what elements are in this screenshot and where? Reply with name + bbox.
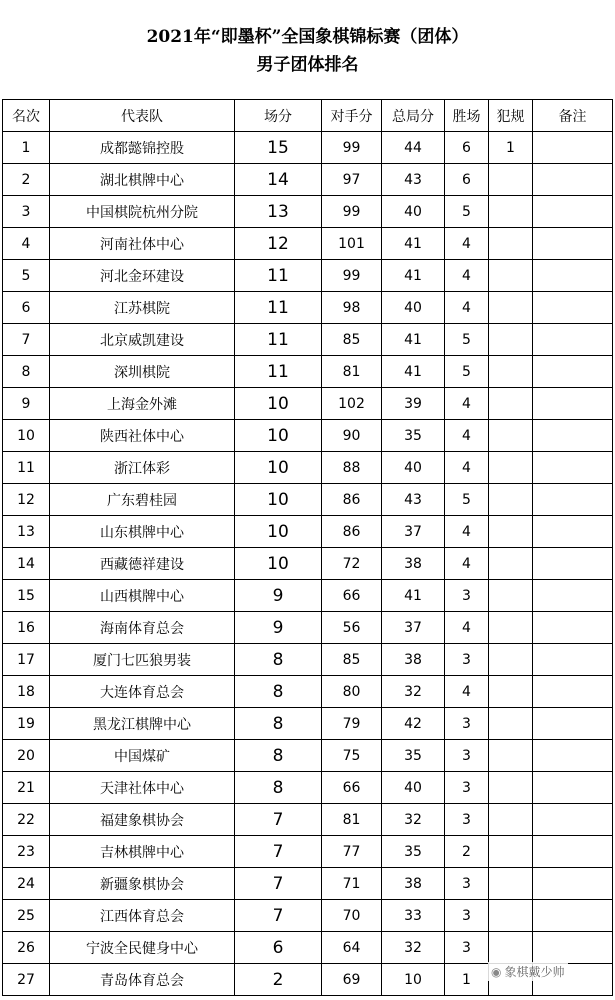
cell-game-points: 41	[382, 580, 445, 612]
cell-opponent-score: 56	[322, 612, 382, 644]
cell-opponent-score: 86	[322, 484, 382, 516]
cell-opponent-score: 101	[322, 228, 382, 260]
cell-remarks	[533, 708, 613, 740]
cell-opponent-score: 86	[322, 516, 382, 548]
cell-opponent-score: 85	[322, 324, 382, 356]
cell-fouls	[489, 580, 533, 612]
header-fouls: 犯规	[489, 100, 533, 132]
cell-match-points: 9	[235, 612, 322, 644]
cell-opponent-score: 99	[322, 196, 382, 228]
cell-game-points: 41	[382, 356, 445, 388]
cell-rank: 26	[3, 932, 50, 964]
cell-remarks	[533, 388, 613, 420]
cell-wins: 3	[445, 708, 489, 740]
cell-remarks	[533, 228, 613, 260]
cell-rank: 13	[3, 516, 50, 548]
cell-fouls	[489, 900, 533, 932]
table-row	[3, 932, 613, 964]
cell-wins: 3	[445, 868, 489, 900]
cell-wins: 2	[445, 836, 489, 868]
header-match-points: 场分	[235, 100, 322, 132]
header-remarks: 备注	[533, 100, 613, 132]
cell-rank: 19	[3, 708, 50, 740]
cell-opponent-score: 80	[322, 676, 382, 708]
table-row	[3, 292, 613, 324]
cell-team: 上海金外滩	[50, 388, 235, 420]
cell-game-points: 35	[382, 740, 445, 772]
cell-match-points: 10	[235, 548, 322, 580]
cell-rank: 4	[3, 228, 50, 260]
cell-fouls	[489, 804, 533, 836]
cell-fouls	[489, 644, 533, 676]
cell-game-points: 33	[382, 900, 445, 932]
cell-wins: 4	[445, 548, 489, 580]
table-row	[3, 836, 613, 868]
cell-fouls	[489, 676, 533, 708]
cell-game-points: 38	[382, 548, 445, 580]
cell-match-points: 15	[235, 132, 322, 164]
table-row	[3, 644, 613, 676]
cell-remarks	[533, 676, 613, 708]
cell-match-points: 7	[235, 804, 322, 836]
table-row	[3, 356, 613, 388]
cell-fouls	[489, 516, 533, 548]
table-row	[3, 484, 613, 516]
cell-match-points: 7	[235, 900, 322, 932]
cell-wins: 3	[445, 772, 489, 804]
cell-opponent-score: 99	[322, 132, 382, 164]
table-row	[3, 708, 613, 740]
cell-opponent-score: 102	[322, 388, 382, 420]
cell-game-points: 32	[382, 676, 445, 708]
cell-wins: 5	[445, 324, 489, 356]
cell-match-points: 10	[235, 516, 322, 548]
cell-team: 江西体育总会	[50, 900, 235, 932]
cell-team: 成都懿锦控股	[50, 132, 235, 164]
cell-opponent-score: 81	[322, 356, 382, 388]
cell-match-points: 8	[235, 708, 322, 740]
wechat-icon: ◉	[491, 965, 502, 979]
table-row	[3, 580, 613, 612]
cell-wins: 4	[445, 388, 489, 420]
cell-wins: 3	[445, 644, 489, 676]
cell-remarks	[533, 580, 613, 612]
document-title: 2021年“即墨杯”全国象棋锦标赛（团体）	[146, 27, 469, 47]
cell-team: 河北金环建设	[50, 260, 235, 292]
cell-match-points: 7	[235, 868, 322, 900]
cell-wins: 3	[445, 900, 489, 932]
cell-fouls	[489, 612, 533, 644]
cell-fouls	[489, 708, 533, 740]
table-header-row	[3, 100, 613, 132]
table-row	[3, 612, 613, 644]
cell-rank: 21	[3, 772, 50, 804]
header-rank: 名次	[3, 100, 50, 132]
cell-rank: 24	[3, 868, 50, 900]
cell-opponent-score: 99	[322, 260, 382, 292]
cell-match-points: 8	[235, 676, 322, 708]
cell-game-points: 43	[382, 484, 445, 516]
table-row	[3, 868, 613, 900]
cell-rank: 18	[3, 676, 50, 708]
cell-wins: 4	[445, 228, 489, 260]
cell-wins: 4	[445, 612, 489, 644]
cell-remarks	[533, 420, 613, 452]
cell-match-points: 13	[235, 196, 322, 228]
cell-opponent-score: 71	[322, 868, 382, 900]
cell-rank: 25	[3, 900, 50, 932]
cell-team: 北京威凯建设	[50, 324, 235, 356]
cell-fouls	[489, 868, 533, 900]
cell-rank: 8	[3, 356, 50, 388]
table-row	[3, 548, 613, 580]
cell-team: 山西棋牌中心	[50, 580, 235, 612]
cell-remarks	[533, 772, 613, 804]
cell-team: 黑龙江棋牌中心	[50, 708, 235, 740]
cell-opponent-score: 75	[322, 740, 382, 772]
cell-game-points: 40	[382, 452, 445, 484]
table-row	[3, 420, 613, 452]
cell-rank: 16	[3, 612, 50, 644]
cell-rank: 12	[3, 484, 50, 516]
ranking-table	[2, 99, 613, 996]
cell-rank: 7	[3, 324, 50, 356]
cell-rank: 20	[3, 740, 50, 772]
cell-rank: 6	[3, 292, 50, 324]
cell-wins: 6	[445, 164, 489, 196]
cell-team: 大连体育总会	[50, 676, 235, 708]
cell-team: 西藏德祥建设	[50, 548, 235, 580]
cell-fouls	[489, 932, 533, 964]
cell-match-points: 11	[235, 260, 322, 292]
cell-team: 厦门七匹狼男装	[50, 644, 235, 676]
cell-match-points: 12	[235, 228, 322, 260]
cell-rank: 10	[3, 420, 50, 452]
cell-team: 宁波全民健身中心	[50, 932, 235, 964]
cell-team: 海南体育总会	[50, 612, 235, 644]
cell-remarks	[533, 868, 613, 900]
table-row	[3, 804, 613, 836]
cell-fouls	[489, 196, 533, 228]
cell-wins: 3	[445, 580, 489, 612]
cell-match-points: 10	[235, 388, 322, 420]
cell-game-points: 42	[382, 708, 445, 740]
cell-wins: 5	[445, 196, 489, 228]
cell-wins: 3	[445, 932, 489, 964]
cell-fouls	[489, 388, 533, 420]
cell-fouls	[489, 836, 533, 868]
cell-remarks	[533, 644, 613, 676]
cell-wins: 3	[445, 740, 489, 772]
cell-game-points: 40	[382, 196, 445, 228]
cell-match-points: 8	[235, 644, 322, 676]
cell-match-points: 8	[235, 772, 322, 804]
cell-match-points: 11	[235, 356, 322, 388]
cell-opponent-score: 72	[322, 548, 382, 580]
cell-rank: 14	[3, 548, 50, 580]
cell-opponent-score: 79	[322, 708, 382, 740]
cell-match-points: 10	[235, 420, 322, 452]
cell-team: 山东棋牌中心	[50, 516, 235, 548]
cell-remarks	[533, 260, 613, 292]
cell-opponent-score: 77	[322, 836, 382, 868]
cell-wins: 4	[445, 420, 489, 452]
cell-game-points: 38	[382, 868, 445, 900]
cell-fouls	[489, 292, 533, 324]
cell-rank: 9	[3, 388, 50, 420]
cell-fouls: 1	[489, 132, 533, 164]
cell-match-points: 11	[235, 292, 322, 324]
cell-game-points: 32	[382, 932, 445, 964]
table-row	[3, 228, 613, 260]
header-wins: 胜场	[445, 100, 489, 132]
cell-team: 青岛体育总会	[50, 964, 235, 996]
cell-team: 湖北棋牌中心	[50, 164, 235, 196]
cell-team: 中国棋院杭州分院	[50, 196, 235, 228]
cell-opponent-score: 97	[322, 164, 382, 196]
table-row	[3, 132, 613, 164]
cell-wins: 4	[445, 292, 489, 324]
cell-game-points: 40	[382, 292, 445, 324]
cell-game-points: 41	[382, 260, 445, 292]
cell-game-points: 41	[382, 324, 445, 356]
cell-fouls	[489, 164, 533, 196]
cell-wins: 4	[445, 260, 489, 292]
cell-rank: 11	[3, 452, 50, 484]
cell-match-points: 14	[235, 164, 322, 196]
cell-opponent-score: 85	[322, 644, 382, 676]
cell-game-points: 38	[382, 644, 445, 676]
cell-wins: 1	[445, 964, 489, 996]
cell-game-points: 37	[382, 516, 445, 548]
cell-match-points: 2	[235, 964, 322, 996]
cell-team: 新疆象棋协会	[50, 868, 235, 900]
table-row	[3, 452, 613, 484]
cell-rank: 27	[3, 964, 50, 996]
cell-match-points: 7	[235, 836, 322, 868]
cell-opponent-score: 98	[322, 292, 382, 324]
cell-rank: 15	[3, 580, 50, 612]
cell-match-points: 10	[235, 484, 322, 516]
cell-team: 深圳棋院	[50, 356, 235, 388]
cell-fouls	[489, 772, 533, 804]
table-row	[3, 740, 613, 772]
table-row	[3, 324, 613, 356]
cell-match-points: 11	[235, 324, 322, 356]
cell-remarks	[533, 932, 613, 964]
cell-opponent-score: 90	[322, 420, 382, 452]
cell-game-points: 44	[382, 132, 445, 164]
cell-fouls	[489, 324, 533, 356]
cell-match-points: 10	[235, 452, 322, 484]
cell-rank: 5	[3, 260, 50, 292]
cell-team: 吉林棋牌中心	[50, 836, 235, 868]
cell-fouls	[489, 356, 533, 388]
cell-team: 天津社体中心	[50, 772, 235, 804]
cell-wins: 4	[445, 452, 489, 484]
cell-remarks	[533, 452, 613, 484]
cell-opponent-score: 66	[322, 580, 382, 612]
cell-remarks	[533, 196, 613, 228]
cell-match-points: 8	[235, 740, 322, 772]
cell-game-points: 41	[382, 228, 445, 260]
cell-remarks	[533, 132, 613, 164]
cell-rank: 22	[3, 804, 50, 836]
document-subtitle: 男子团体排名	[256, 55, 359, 75]
cell-remarks	[533, 900, 613, 932]
cell-team: 河南社体中心	[50, 228, 235, 260]
table-row	[3, 676, 613, 708]
cell-remarks	[533, 292, 613, 324]
cell-opponent-score: 69	[322, 964, 382, 996]
cell-team: 江苏棋院	[50, 292, 235, 324]
cell-game-points: 37	[382, 612, 445, 644]
table-row	[3, 388, 613, 420]
cell-team: 陕西社体中心	[50, 420, 235, 452]
cell-game-points: 40	[382, 772, 445, 804]
cell-opponent-score: 88	[322, 452, 382, 484]
cell-remarks	[533, 516, 613, 548]
cell-remarks	[533, 804, 613, 836]
cell-rank: 17	[3, 644, 50, 676]
cell-game-points: 10	[382, 964, 445, 996]
cell-fouls	[489, 740, 533, 772]
cell-game-points: 35	[382, 836, 445, 868]
header-team: 代表队	[50, 100, 235, 132]
cell-opponent-score: 81	[322, 804, 382, 836]
cell-wins: 4	[445, 676, 489, 708]
cell-team: 广东碧桂园	[50, 484, 235, 516]
cell-wins: 6	[445, 132, 489, 164]
cell-remarks	[533, 740, 613, 772]
cell-game-points: 32	[382, 804, 445, 836]
table-row	[3, 260, 613, 292]
watermark	[488, 962, 568, 981]
cell-rank: 23	[3, 836, 50, 868]
table-row	[3, 516, 613, 548]
cell-remarks	[533, 548, 613, 580]
table-row	[3, 900, 613, 932]
cell-remarks	[533, 164, 613, 196]
cell-opponent-score: 70	[322, 900, 382, 932]
cell-rank: 1	[3, 132, 50, 164]
table-row	[3, 164, 613, 196]
cell-remarks	[533, 836, 613, 868]
cell-wins: 4	[445, 516, 489, 548]
cell-remarks	[533, 356, 613, 388]
cell-match-points: 6	[235, 932, 322, 964]
cell-fouls	[489, 484, 533, 516]
table-row	[3, 196, 613, 228]
cell-team: 福建象棋协会	[50, 804, 235, 836]
cell-wins: 5	[445, 356, 489, 388]
cell-team: 浙江体彩	[50, 452, 235, 484]
table-row	[3, 772, 613, 804]
watermark-text: 象棋戴少帅	[504, 965, 565, 979]
cell-opponent-score: 66	[322, 772, 382, 804]
cell-game-points: 43	[382, 164, 445, 196]
cell-opponent-score: 64	[322, 932, 382, 964]
cell-fouls	[489, 228, 533, 260]
cell-remarks	[533, 484, 613, 516]
header-game-points: 总局分	[382, 100, 445, 132]
header-opponent-score: 对手分	[322, 100, 382, 132]
cell-fouls	[489, 260, 533, 292]
cell-match-points: 9	[235, 580, 322, 612]
cell-fouls	[489, 420, 533, 452]
cell-remarks	[533, 324, 613, 356]
cell-wins: 3	[445, 804, 489, 836]
cell-team: 中国煤矿	[50, 740, 235, 772]
cell-rank: 2	[3, 164, 50, 196]
cell-game-points: 35	[382, 420, 445, 452]
cell-remarks	[533, 612, 613, 644]
cell-fouls	[489, 548, 533, 580]
cell-game-points: 39	[382, 388, 445, 420]
cell-fouls	[489, 452, 533, 484]
cell-rank: 3	[3, 196, 50, 228]
cell-wins: 5	[445, 484, 489, 516]
